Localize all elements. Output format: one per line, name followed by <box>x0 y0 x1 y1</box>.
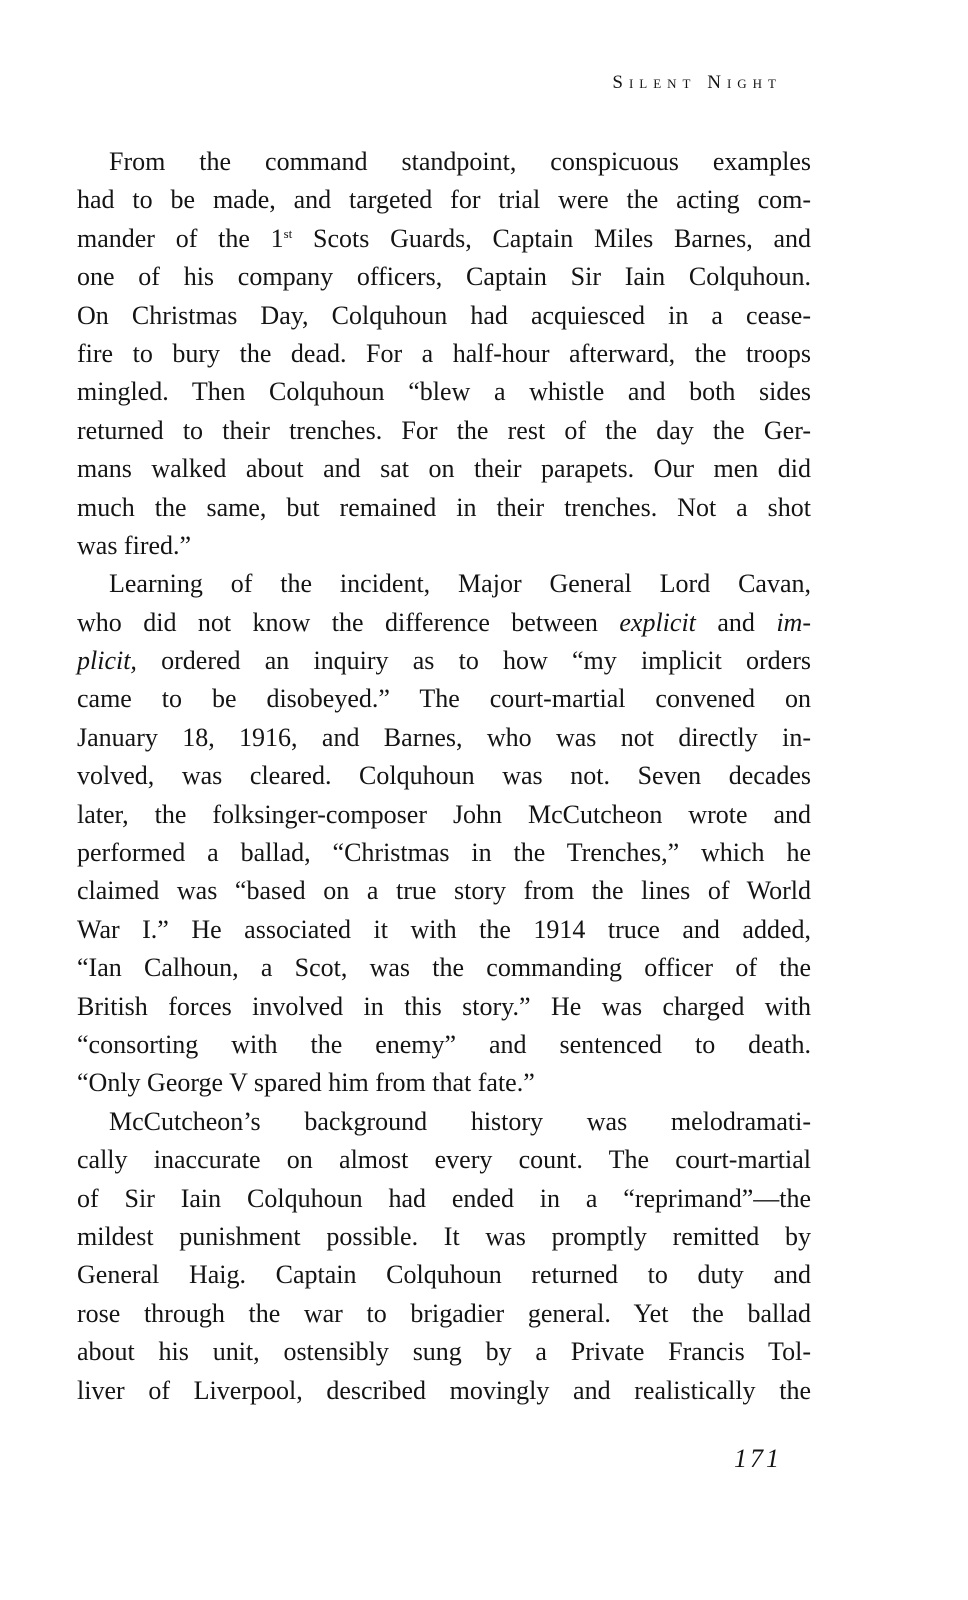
text-line <box>77 1026 811 1064</box>
text-line <box>77 527 811 565</box>
text-segment: about his unit, ostensibly sung by a Private Francis Tol- <box>77 1337 811 1367</box>
text-line <box>77 412 811 450</box>
text-segment: mildest punishment possible. It was promptly remitted by <box>77 1221 811 1251</box>
text-line <box>77 1372 811 1410</box>
text-segment: had to be made, and targeted for trial were the acting com- <box>77 185 811 215</box>
text-line <box>77 680 811 718</box>
text-segment: “Ian Calhoun, a Scot, was the commanding officer of the <box>77 953 811 983</box>
text-segment: of Sir Iain Colquhoun had ended in a “reprimand”—the <box>77 1183 811 1213</box>
text-segment: liver of Liverpool, described movingly and realistically the <box>77 1375 811 1405</box>
text-line <box>77 604 811 642</box>
text-segment: “Only George V spared him from that fate.” <box>77 1068 535 1098</box>
text-segment: who did not know the difference between <box>77 607 620 637</box>
text-line <box>77 450 811 488</box>
italic-text: im- <box>776 607 811 637</box>
text-line <box>77 489 811 527</box>
italic-text: explicit <box>619 607 696 637</box>
text-segment: cally inaccurate on almost every count. The court-martial <box>77 1145 811 1175</box>
text-line <box>77 872 811 910</box>
text-segment: mans walked about and sat on their parapets. Our men did <box>77 454 811 484</box>
paragraph <box>77 565 811 1102</box>
text-line <box>77 335 811 373</box>
text-line <box>77 181 811 219</box>
text-segment: January 18, 1916, and Barnes, who was not directly in- <box>77 722 811 752</box>
text-line <box>77 1256 811 1294</box>
text-segment: performed a ballad, “Christmas in the Trenches,” which he <box>77 838 811 868</box>
text-segment: On Christmas Day, Colquhoun had acquiesced in a cease- <box>77 300 811 330</box>
text-segment: and <box>695 607 777 637</box>
text-segment: claimed was “based on a true story from the lines of World <box>77 876 811 906</box>
text-line <box>77 1333 811 1371</box>
text-segment: ordered an inquiry as to how “my implicit orders <box>136 646 811 676</box>
running-head: Silent Night <box>612 72 782 93</box>
superscript: st <box>283 225 293 241</box>
text-segment: later, the folksinger-composer John McCutcheon wrote and <box>77 799 811 829</box>
text-segment: War I.” He associated it with the 1914 truce and added, <box>77 914 811 944</box>
body-text <box>77 143 811 1410</box>
text-line <box>77 911 811 949</box>
paragraph <box>77 1103 811 1410</box>
text-line <box>77 642 811 680</box>
text-line <box>77 220 811 258</box>
text-line <box>77 143 811 181</box>
text-line <box>77 565 811 603</box>
text-segment: Learning of the incident, Major General Lord Cavan, <box>109 569 811 599</box>
text-line <box>77 1141 811 1179</box>
page-number: 171 <box>734 1444 782 1473</box>
text-segment: British forces involved in this story.” He was charged with <box>77 991 811 1021</box>
text-segment: Scots Guards, Captain Miles Barnes, and <box>292 223 811 253</box>
text-line <box>77 258 811 296</box>
text-line <box>77 719 811 757</box>
text-segment: rose through the war to brigadier general. Yet the ballad <box>77 1298 811 1328</box>
text-segment: mingled. Then Colquhoun “blew a whistle and both sides <box>77 377 811 407</box>
text-line <box>77 949 811 987</box>
text-segment: much the same, but remained in their trenches. Not a shot <box>77 492 811 522</box>
text-segment: returned to their trenches. For the rest of the day the Ger- <box>77 415 811 445</box>
paragraph <box>77 143 811 565</box>
text-segment: came to be disobeyed.” The court-martial convened on <box>77 684 811 714</box>
text-line <box>77 373 811 411</box>
text-line <box>77 1064 811 1102</box>
text-line <box>77 757 811 795</box>
text-segment: volved, was cleared. Colquhoun was not. Seven decades <box>77 761 811 791</box>
text-segment: was fired.” <box>77 530 192 560</box>
text-segment: one of his company officers, Captain Sir Iain Colquhoun. <box>77 262 811 292</box>
text-line <box>77 796 811 834</box>
text-line <box>77 297 811 335</box>
text-segment: “consorting with the enemy” and sentenced to death. <box>77 1029 811 1059</box>
text-line <box>77 988 811 1026</box>
text-segment: General Haig. Captain Colquhoun returned to duty and <box>77 1260 811 1290</box>
text-line <box>77 834 811 872</box>
text-line <box>77 1103 811 1141</box>
italic-text: plicit, <box>77 646 137 676</box>
text-segment: mander of the 1 <box>77 223 284 253</box>
text-segment: From the command standpoint, conspicuous examples <box>109 147 811 176</box>
text-line <box>77 1180 811 1218</box>
text-segment: McCutcheon’s background history was melodramati- <box>109 1106 811 1136</box>
text-line <box>77 1218 811 1256</box>
text-segment: fire to bury the dead. For a half-hour afterward, the troops <box>77 338 811 368</box>
text-line <box>77 1295 811 1333</box>
